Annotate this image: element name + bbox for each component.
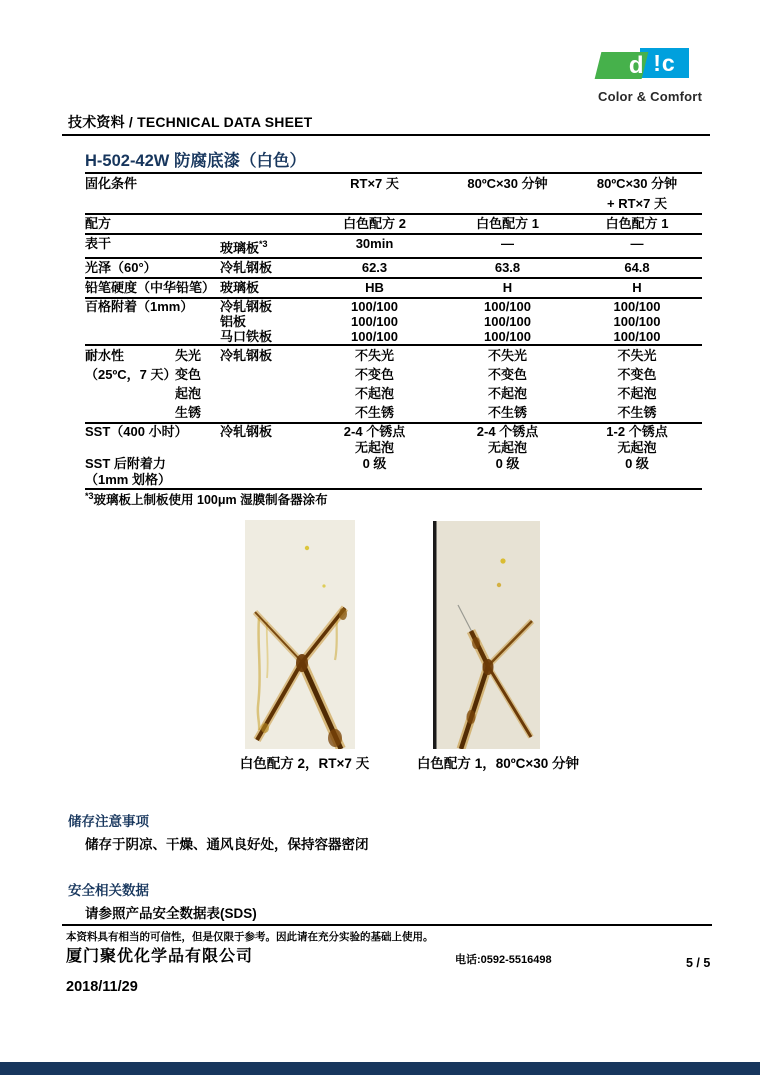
- table-cell: 不失光 不变色 不起泡 不生锈: [354, 348, 394, 421]
- panel-caption-right: 白色配方 1，80ºC×30 分钟: [416, 756, 580, 771]
- table-row: [85, 344, 702, 422]
- storage-body: 储存于阴凉、干燥、通风良好处，保持容器密闭: [85, 837, 369, 852]
- table-cell: H: [632, 280, 642, 296]
- table-row: [85, 297, 702, 344]
- dic-logo-marks: [598, 46, 716, 82]
- logo-letter-d: d: [629, 51, 644, 79]
- page-number: 5 / 5: [686, 956, 711, 970]
- table-cell: 铅笔硬度（中华铅笔）: [85, 280, 216, 296]
- test-panel-photo-right: [433, 521, 540, 749]
- document-date: 2018/11/29: [66, 979, 138, 995]
- table-cell: 配方: [85, 216, 112, 231]
- table-cell: [175, 235, 220, 257]
- table-cell: 100/100 100/100 100/100: [351, 299, 398, 345]
- footnote: [85, 490, 328, 508]
- table-cell: 2-4 个锈点 无起泡 0 级: [476, 424, 539, 472]
- table-cell: 冷轧钢板: [220, 424, 273, 440]
- table-row: [85, 233, 702, 257]
- safety-body: 请参照产品安全数据表(SDS): [85, 906, 257, 921]
- table-cell: 30min: [355, 236, 394, 251]
- table-cell: 白色配方 1: [605, 216, 669, 231]
- table-cell: HB: [365, 280, 384, 296]
- table-cell: [175, 259, 220, 277]
- table-cell: 固化条件: [85, 176, 138, 191]
- logo-green-shape: [595, 52, 649, 79]
- footer-disclaimer: 本资料具有相当的可信性，但是仅限于参考。因此请在充分实验的基础上使用。: [66, 931, 434, 943]
- table-cell: [175, 299, 220, 344]
- company-name: 厦门聚优化学品有限公司: [66, 948, 254, 965]
- table-cell: [175, 215, 220, 233]
- table-cell: 冷轧钢板 铝板 马口铁板: [220, 299, 273, 345]
- table-cell: SST（400 小时） SST 后附着力 （1mm 划格）: [85, 424, 188, 488]
- logo-letters-ic: !c: [653, 49, 676, 76]
- table-cell: —: [630, 236, 644, 251]
- table-cell: 100/100 100/100 100/100: [613, 299, 661, 345]
- table-cell: 2-4 个锈点 无起泡 0 级: [343, 424, 406, 472]
- doc-header-title: 技术资料 / TECHNICAL DATA SHEET: [68, 114, 313, 130]
- table-cell: 冷轧钢板: [220, 260, 273, 276]
- table-cell: [220, 215, 308, 233]
- table-cell: 80ºC×30 分钟 + RT×7 天: [596, 176, 678, 211]
- table-cell: 80ºC×30 分钟: [467, 176, 548, 191]
- table-cell: 光泽（60°）: [85, 260, 157, 276]
- table-cell: 100/100 100/100 100/100: [484, 299, 531, 345]
- page-footer-band: [0, 1062, 760, 1075]
- dic-logo: [598, 46, 716, 104]
- table-cell: 62.3: [361, 260, 388, 276]
- table-cell: 玻璃板: [220, 280, 260, 296]
- table-cell: 玻璃板$^{*3}$: [220, 239, 268, 256]
- storage-heading: 储存注意事项: [68, 814, 149, 829]
- table-cell: 表干: [85, 236, 112, 251]
- table-cell: 白色配方 1: [476, 216, 539, 231]
- table-cell: 耐水性 （25ºC，7 天）: [85, 348, 177, 383]
- table-cell: 1-2 个锈点 无起泡 0 级: [606, 424, 668, 472]
- tds-table: [85, 172, 702, 490]
- header-divider: [62, 134, 710, 136]
- table-cell: —: [501, 236, 514, 251]
- table-cell: [175, 174, 220, 213]
- test-panel-photo-left: [245, 520, 355, 749]
- table-row: [85, 172, 702, 213]
- table-cell: [175, 424, 220, 488]
- footnote-marker: *3: [85, 490, 94, 501]
- logo-tagline: Color & Comfort: [598, 89, 703, 104]
- table-cell: [220, 174, 308, 213]
- table-cell: 失光 变色 起泡 生锈: [175, 348, 202, 421]
- table-row: [85, 213, 702, 233]
- table-cell: 冷轧钢板: [220, 348, 273, 364]
- table-row: [85, 257, 702, 277]
- table-cell: 63.8: [494, 260, 521, 276]
- safety-heading: 安全相关数据: [68, 883, 149, 898]
- panel-caption-left: 白色配方 2，RT×7 天: [239, 756, 370, 771]
- footnote-text: 玻璃板上制板使用 100μm 湿膜制备器涂布: [93, 493, 328, 507]
- footer-divider: [62, 924, 712, 926]
- table-row: [85, 277, 702, 297]
- phone-number: 电话:0592-5516498: [455, 954, 552, 966]
- table-cell: 不失光 不变色 不起泡 不生锈: [487, 348, 527, 421]
- product-title: H-502-42W 防腐底漆（白色）: [85, 152, 306, 170]
- table-cell: H: [502, 280, 513, 296]
- table-cell: [175, 279, 220, 297]
- table-cell: 64.8: [624, 260, 650, 276]
- table-cell: 白色配方 2: [343, 216, 406, 231]
- table-row: [85, 422, 702, 488]
- table-cell: 不失光 不变色 不起泡 不生锈: [617, 348, 657, 421]
- table-cell: RT×7 天: [350, 176, 399, 191]
- table-cell: 百格附着（1mm）: [85, 299, 194, 315]
